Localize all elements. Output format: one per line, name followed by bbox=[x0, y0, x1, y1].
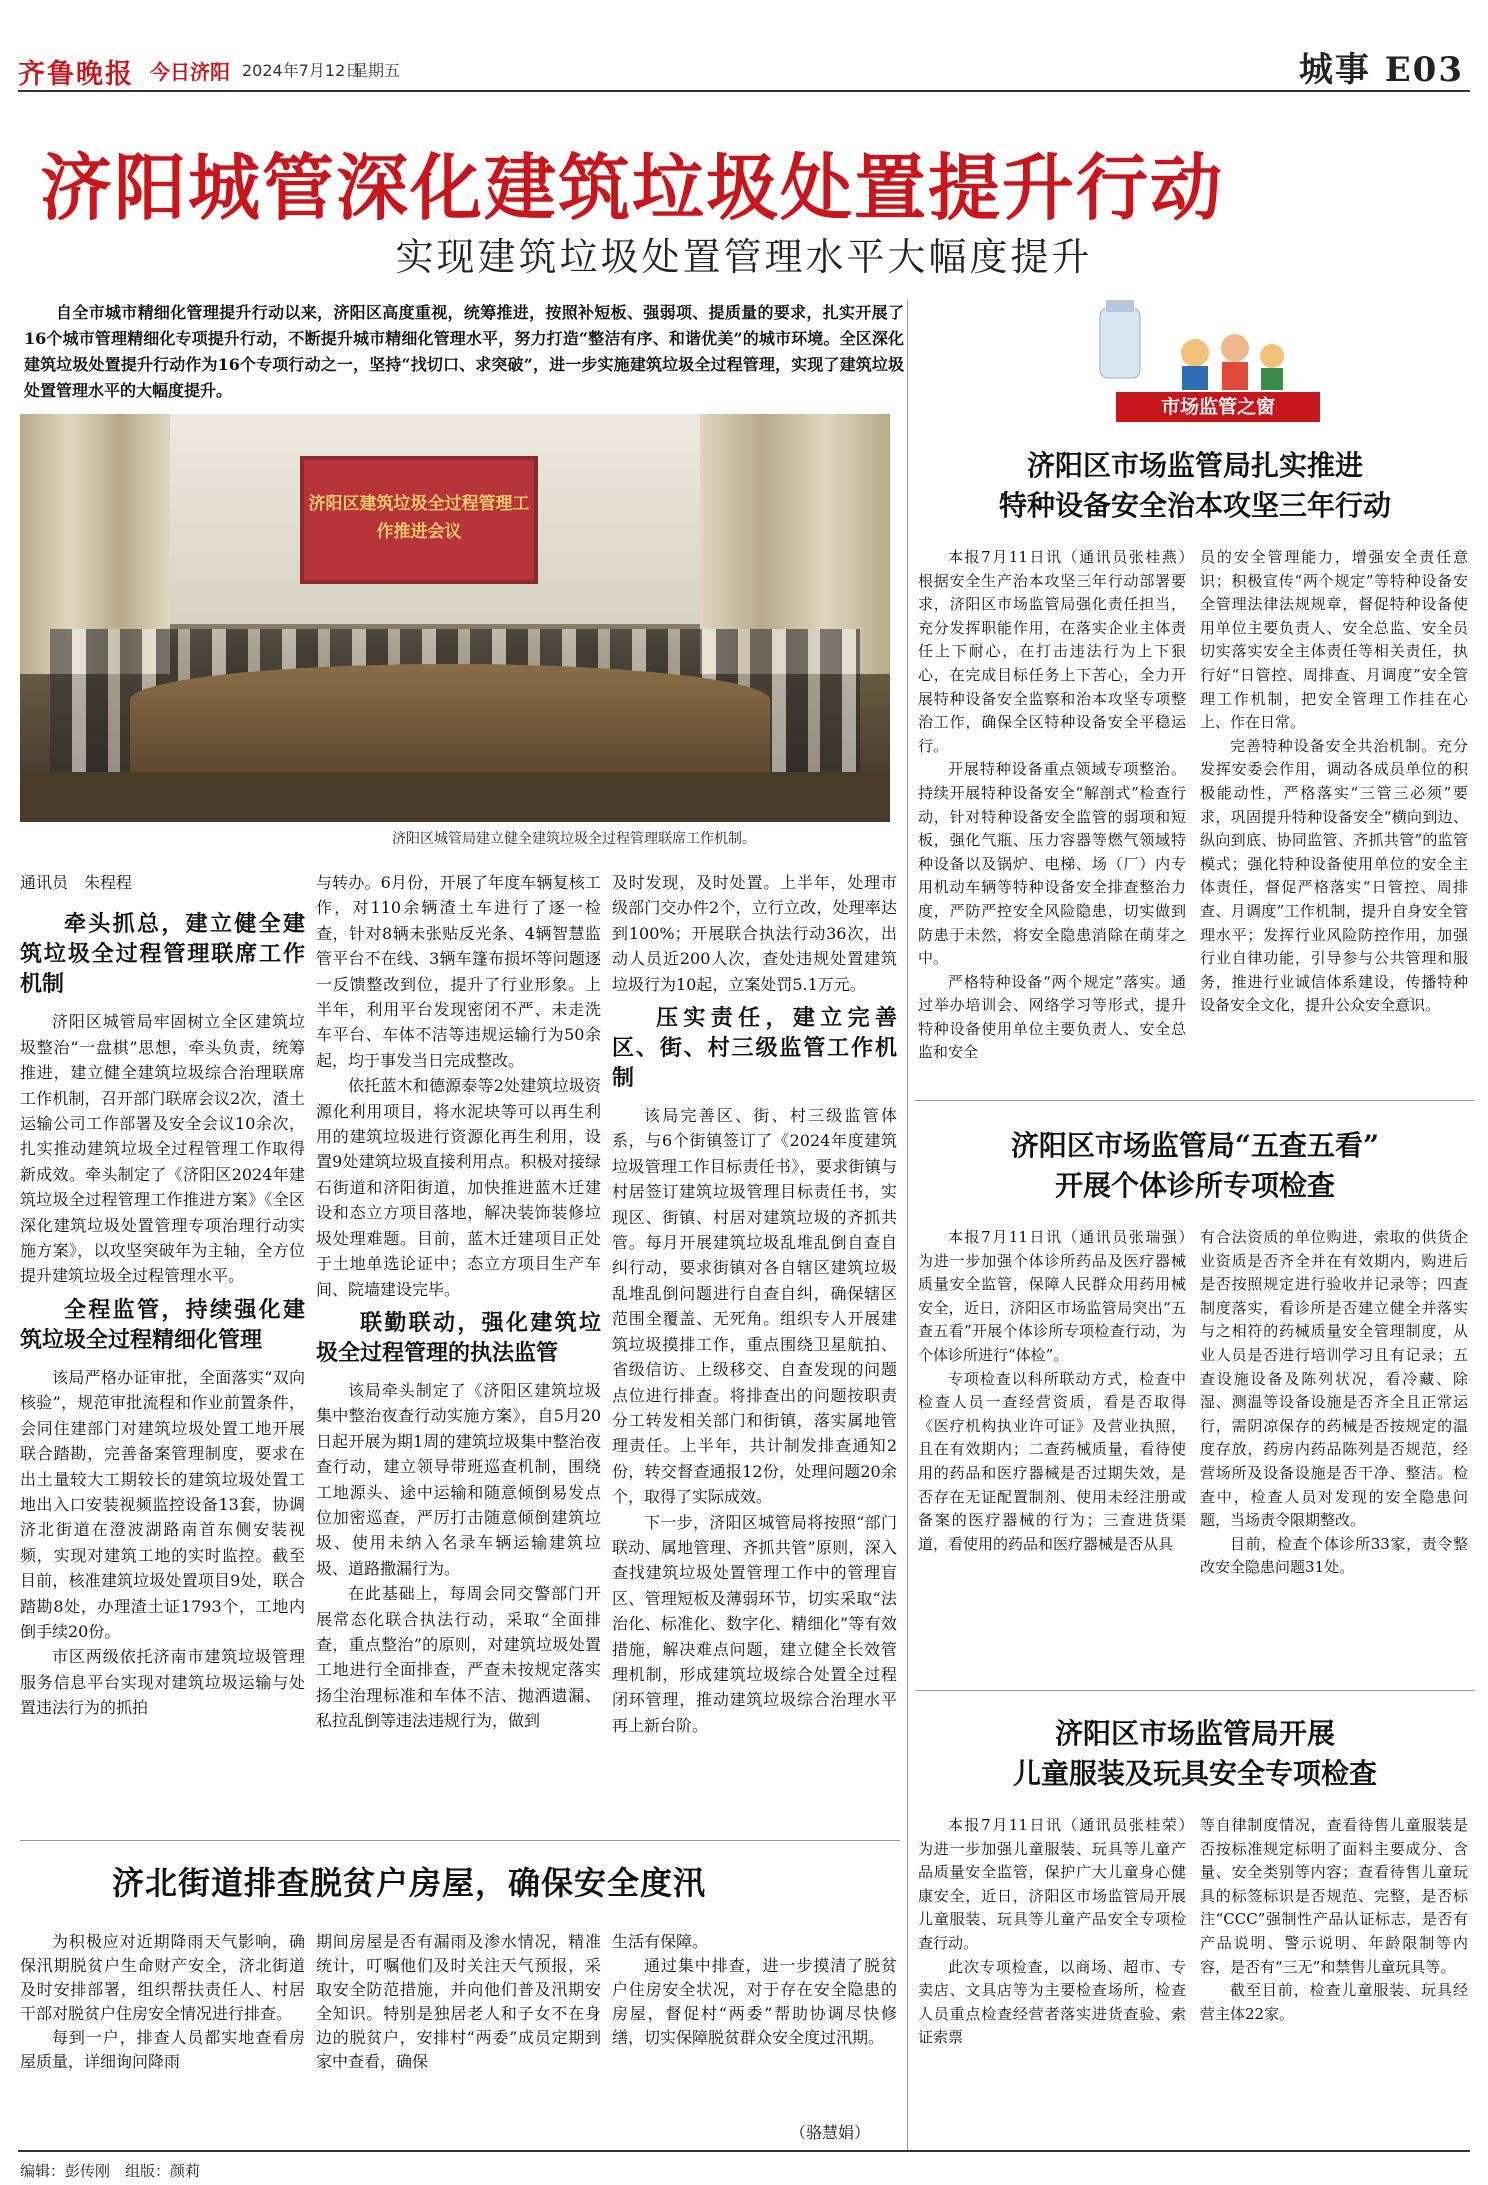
masthead-logo: 齐鲁晚报 bbox=[18, 59, 134, 90]
right-article-3-col-2 bbox=[1200, 1814, 1468, 2026]
right-article-3-col-1 bbox=[918, 1814, 1202, 2050]
paragraph: 该局严格办证审批，全面落实“双向核验”，规范审批流程和作业前置条件，会同住建部门对建筑垃圾处置工地开展联合踏勘，完善备案管理制度，要求在出土量较大工期较长的建筑垃圾处置工地出入口安装视频监控设备13套，协调济北街道在澄波湖路南首东侧安装视频，实现对建筑工地的实时监控。截至目前，核准建筑垃圾处置项目9处，联合踏勘8处，办理渣土证1793个，工地内倒手续20份。 bbox=[20, 1367, 305, 1641]
paragraph: 生活有保障。 bbox=[612, 1932, 709, 1951]
paragraph: 与转办。6月份，开展了年度车辆复核工作，对110余辆渣土车进行了逐一检查，针对8辆未张贴反光条、4辆智慧监管平台不在线、3辆车篷布损坏等问题逐一反馈整改到位，提升了行业形象。上半年，利用平台发现密闭不严、未走洗车平台、车体不洁等违规运输行为50余起，均于事发当日完成整改。 bbox=[316, 873, 601, 1070]
paragraph: 截至目前，检查儿童服装、玩具经营主体22家。 bbox=[1200, 1981, 1468, 2023]
main-headline: 济阳城管深化建筑垃圾处置提升行动 bbox=[40, 145, 1225, 230]
byline: 通讯员 朱程程 bbox=[20, 873, 133, 892]
paragraph: 每到一户，排查人员都实地查看房屋质量，详细询问降雨 bbox=[20, 2028, 305, 2071]
paragraph: 及时发现，及时处置。上半年，处理市级部门交办件2个，立行立改，处理率达到100%；开展联合执法行动36次，出动人员近200人次，查处违规处置建筑垃圾行为10起，立案处罚5.1万元。 bbox=[612, 873, 897, 994]
right-article-2-headline: 济阳区市场监管局“五查五看” 开展个体诊所专项检查 bbox=[1010, 1129, 1380, 1202]
section-heading: 压实责任，建立完善区、街、村三级监管工作机制 bbox=[612, 1005, 897, 1092]
column-divider bbox=[907, 300, 908, 2150]
main-col-2 bbox=[316, 870, 601, 1734]
paragraph: 在此基础上，每周会同交警部门开展常态化联合执法行动，采取“全面排查，重点整治”的原则，对建筑垃圾处置工地进行全面排查，严查未按规定落实扬尘治理标准和车体不洁、抛洒遗漏、私拉乱倒等违法违规行为，做到 bbox=[316, 1584, 601, 1731]
meeting-photo bbox=[20, 414, 890, 822]
paragraph: 开展特种设备重点领域专项整治。持续开展特种设备安全“解剖式”检查行动，针对特种设备安全监管的弱项和短板，强化气瓶、压力容器等燃气领域特种设备以及锅炉、电梯、场（厂）内专用机动车辆等特种设备安全排查整治力度，严防严控安全风险隐患，切实做到防患于未然，将安全隐患消除在萌芽之中。 bbox=[918, 760, 1186, 968]
paragraph: 通过集中排查，进一步摸清了脱贫户住房安全状况，对于存在安全隐患的房屋，督促村“两委”帮助协调尽快修缮，切实保障脱贫群众安全度过汛期。 bbox=[612, 1956, 897, 2047]
section-heading: 牵头抓总，建立健全建筑垃圾全过程管理联席工作机制 bbox=[20, 911, 305, 998]
issue-weekday: 星期五 bbox=[352, 61, 401, 80]
paragraph: 本报7月11日讯（通讯员张桂荣） 为进一步加强儿童服装、玩具等儿童产品质量安全监管，保护广大儿童身心健康安全，近日，济阳区市场监管局开展儿童服装、玩具等儿童产品安全专项检查行动。 bbox=[918, 1816, 1202, 1952]
section-heading: 联勤联动，强化建筑垃圾全过程管理的执法监管 bbox=[316, 1309, 601, 1366]
issue-date: 2024年7月12日 bbox=[242, 61, 362, 80]
main-subhead: 实现建筑垃圾处置管理水平大幅度提升 bbox=[395, 235, 1093, 279]
bottom-col-3 bbox=[612, 1930, 897, 2050]
paragraph: 期间房屋是否有漏雨及渗水情况，精准统计，叮嘱他们及时关注天气预报，采取安全防范措施，并向他们普及汛期安全知识。特别是独居老人和子女不在身边的脱贫户，安排村“两委”成员定期到家中查看，确保 bbox=[316, 1932, 601, 2071]
paragraph: 下一步，济阳区城管局将按照“部门联动、属地管理、齐抓共管”原则，深入查找建筑垃圾处置管理工作中的管理盲区、管理短板及薄弱环节，切实采取“法治化、标准化、数字化、精细化”等有效措施，解决难点问题，建立健全长效管理机制，形成建筑垃圾综合处置全过程闭环管理，推动建筑垃圾综合治理水平再上新台阶。 bbox=[612, 1512, 897, 1735]
paragraph: 严格特种设备“两个规定”落实。通过举办培训会、网络学习等形式，提升特种设备使用单位主要负责人、安全总监和安全 bbox=[918, 972, 1186, 1062]
divider bbox=[20, 1840, 900, 1841]
market-supervision-logo bbox=[1060, 298, 1300, 396]
paragraph: 济阳区城管局牢固树立全区建筑垃圾整治“一盘棋”思想，牵头负责，统筹推进，建立健全建筑垃圾综合治理联席工作机制，召开部门联席会议2次，渣土运输公司工作部署及安全会议10余次，扎实推动建筑垃圾全过程管理工作取得新成效。牵头制定了《济阳区2024年建筑垃圾全过程管理工作推进方案》《全区深化建筑垃圾处置管理专项治理行动实施方案》，以攻坚突破年为主轴，全方位提升建筑垃圾全过程管理水平。 bbox=[20, 1012, 305, 1286]
main-lead: 自全市城市精细化管理提升行动以来，济阳区高度重视，统筹推进，按照补短板、强弱项、提质量的要求，扎实开展了16个城市管理精细化专项提升行动，不断提升城市精细化管理水平，努力打造“整洁有序、和谐优美”的城市环境。全区深化建筑垃圾处置提升行动作为16个专项行动之一，坚持“找切口、求突破”，进一步实施建筑垃圾全过程管理，实现了建筑垃圾处置管理水平的大幅度提升。 bbox=[24, 303, 904, 400]
paragraph: 员的安全管理能力，增强安全责任意识；积极宣传“两个规定”等特种设备安全管理法律法规规章，督促特种设备使用单位主要负责人、安全总监、安全员切实落实安全主体责任等相关责任，执行好“日管控、周排查、月调度”安全管理工作机制，把安全管理工作挂在心上、作在日常。 bbox=[1200, 548, 1468, 732]
photo-caption: 济阳区城管局建立健全建筑垃圾全过程管理联席工作机制。 bbox=[392, 831, 756, 847]
paragraph: 本报7月11日讯（通讯员张桂燕） 根据安全生产治本攻坚三年行动部署要求，济阳区市场监管局强化责任担当，充分发挥职能作用，在落实企业主体责任上下耐心，在打击违法行为上下狠心，在完成目标任务上下苦心，全力开展特种设备安全监察和治本攻坚专项整治工作，确保全区特种设备安全平稳运行。 bbox=[918, 548, 1202, 755]
right-article-1-headline: 济阳区市场监管局扎实推进 特种设备安全治本攻坚三年行动 bbox=[998, 449, 1391, 522]
paragraph: 该局完善区、街、村三级监管体系，与6个街镇签订了《2024年度建筑垃圾管理工作目标责任书》，要求街镇与村居签订建筑垃圾管理目标责任书，实现区、街镇、村居对建筑垃圾的齐抓共管。每月开展建筑垃圾乱堆乱倒自查自纠行动，要求街镇对各自辖区建筑垃圾乱堆乱倒问题进行自查自纠，确保辖区范围全覆盖、无死角。组织专人开展建筑垃圾摸排工作，重点围绕卫星航拍、省级信访、上级移交、自查发现的问题点位进行排查。将排查出的问题按职责分工转发相关部门和街镇，落实属地管理责任。上半年，共计制发排查通知2份，转交督查通报12份，处理问题20余个，取得了实际成效。 bbox=[612, 1106, 897, 1507]
paragraph: 等自律制度情况，查看待售儿童服装是否按标准规定标明了面料主要成分、含量、安全类别等内容；查看待售儿童玩具的标签标识是否规范、完整，是否标注“CCC”强制性产品认证标志，是否有产品说明、警示说明、年龄限制等内容，是否有“三无”和禁售儿童玩具等。 bbox=[1200, 1816, 1468, 1976]
main-col-1 bbox=[20, 870, 305, 1721]
section-tag: 今日济阳 bbox=[150, 60, 230, 84]
paragraph: 此次专项检查，以商场、超市、专卖店、文具店等为主要检查场所，检查人员重点检查经营者落实进货查验、索证索票 bbox=[918, 1957, 1186, 2047]
column-label: 市场监管之窗 bbox=[1116, 392, 1320, 422]
bottom-headline: 济北街道排查脱贫户房屋，确保安全度汛 bbox=[112, 1864, 707, 1902]
footer-rule bbox=[18, 2150, 1470, 2152]
section-heading: 全程监管，持续强化建筑垃圾全过程精细化管理 bbox=[20, 1296, 305, 1353]
photo-screen: 济阳区建筑垃圾全过程管理工作推进会议 bbox=[300, 456, 538, 584]
right-article-1-col-1 bbox=[918, 546, 1202, 1065]
main-col-3 bbox=[612, 870, 897, 1738]
footer-credits: 编辑：彭传刚 组版：颜莉 bbox=[20, 2162, 201, 2180]
divider bbox=[915, 1100, 1475, 1101]
page-number: 城事 E03 bbox=[1298, 50, 1464, 90]
right-article-2-col-2 bbox=[1200, 1226, 1468, 1580]
divider bbox=[915, 1690, 1475, 1691]
bottom-col-2 bbox=[316, 1930, 601, 2074]
paragraph: 本报7月11日讯（通讯员张瑞强） 为进一步加强个体诊所药品及医疗器械质量安全监管，保障人民群众用药用械安全，近日，济阳区市场监管局突出“五查五看”开展个体诊所专项检查行动，为个体诊所进行“体检”。 bbox=[918, 1228, 1202, 1364]
paragraph: 为积极应对近期降雨天气影响，确保汛期脱贫户生命财产安全，济北街道及时安排部署，组织帮扶责任人、村居干部对脱贫户住房安全情况进行排查。 bbox=[20, 1932, 305, 2023]
right-article-3-headline: 济阳区市场监管局开展 儿童服装及玩具安全专项检查 bbox=[1012, 1717, 1377, 1790]
right-article-2-col-1 bbox=[918, 1226, 1202, 1556]
paragraph: 依托蓝木和德源泰等2处建筑垃圾资源化利用项目，将水泥块等可以再生利用的建筑垃圾进行资源化再生利用，设置9处建筑垃圾直接利用点。积极对接绿石街道和济阳街道，加快推进蓝木迁建设和态立方项目落地，解决装饰装修垃圾处理难题。目前，蓝木迁建项目正处于土地单选论证中；态立方项目生产车间、院墙建设完毕。 bbox=[316, 1076, 601, 1299]
bottom-col-1 bbox=[20, 1930, 305, 2074]
paragraph: 有合法资质的单位购进，索取的供货企业资质是否齐全并在有效期内，购进后是否按照规定进行验收并记录等；四查制度落实，看诊所是否建立健全并落实与之相符的药械质量安全管理制度，从业人员是否进行培训学习且有记录；五查设施设备及陈列状况，看冷藏、除湿、测温等设备设施是否齐全且正常运行，需阴凉保存的药械是否按规定的温度存放，药房内药品陈列是否规范，经营场所及设备设施是否干净、整洁。检查中，检查人员对发现的安全隐患问题，当场责令限期整改。 bbox=[1200, 1228, 1468, 1530]
header-rule bbox=[18, 90, 1470, 92]
right-article-1-col-2 bbox=[1200, 546, 1468, 1018]
paragraph: 目前，检查个体诊所33家，责令整改安全隐患问题31处。 bbox=[1200, 1534, 1468, 1577]
author-sign: （骆慧娟） bbox=[790, 2123, 871, 2142]
paragraph: 专项检查以科所联动方式，检查中检查人员一查经营资质，看是否取得《医疗机构执业许可证》及营业执照，且在有效期内；二查药械质量，看待使用的药品和医疗器械是否过期失效，是否存在无证配置制剂、使用未经注册或备案的医疗器械的行为；三查进货渠道，看使用的药品和医疗器械是否从具 bbox=[918, 1369, 1186, 1553]
paragraph: 完善特种设备安全共治机制。充分发挥安委会作用，调动各成员单位的积极能动性，严格落实“三管三必须”要求，巩固提升特种设备安全“横向到边、纵向到底、协同监管、齐抓共管”的监管模式；强化特种设备使用单位的安全主体责任，督促严格落实“日管控、周排查、月调度”工作机制，提升自身安全管理水平；发挥行业风险防控作用，加强行业自律功能，引导参与公共管理和服务，推进行业诚信体系建设，传播特种设备安全文化，提升公众安全意识。 bbox=[1200, 736, 1468, 1015]
paragraph: 该局牵头制定了《济阳区建筑垃圾集中整治夜查行动实施方案》，自5月20日起开展为期1周的建筑垃圾集中整治夜查行动，建立领导带班巡查机制，围绕工地源头、途中运输和随意倾倒易发点位加密巡查，严厉打击随意倾倒建筑垃圾、使用未纳入名录车辆运输建筑垃圾、道路撒漏行为。 bbox=[316, 1380, 601, 1578]
paragraph: 市区两级依托济南市建筑垃圾管理服务信息平台实现对建筑垃圾运输与处置违法行为的抓拍 bbox=[20, 1647, 305, 1718]
